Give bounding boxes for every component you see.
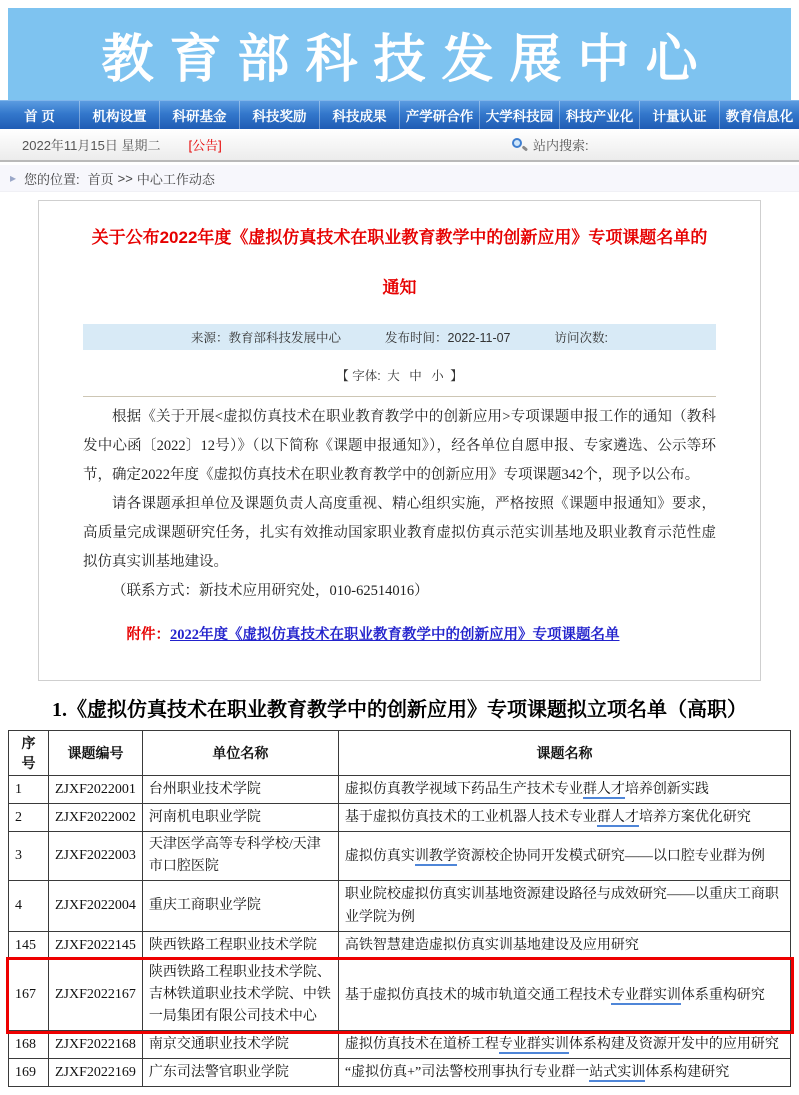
cell-no: 167 xyxy=(9,960,49,1031)
underlined-text: 专业群实训 xyxy=(610,987,681,1003)
cell-unit: 重庆工商职业学院 xyxy=(142,881,338,932)
topics-table-body xyxy=(9,776,791,1087)
attachment-label: 附件： xyxy=(126,627,170,643)
table-row xyxy=(9,804,791,832)
cell-no: 168 xyxy=(9,1031,49,1059)
cell-topic: “虚拟仿真+”司法警校刑事执行专业群一站式实训体系构建研究 xyxy=(338,1059,790,1087)
cell-topic: 基于虚拟仿真技术的工业机器人技术专业群人才培养方案优化研究 xyxy=(338,804,790,832)
font-selector-prefix: 【 字体: xyxy=(336,369,381,383)
meta-visits: 访问次数: xyxy=(554,331,608,345)
article-container xyxy=(38,200,761,681)
column-header: 单位名称 xyxy=(142,731,338,776)
cell-code: ZJXF2022003 xyxy=(49,832,143,881)
table-row xyxy=(9,881,791,932)
cell-topic: 基于虚拟仿真技术的城市轨道交通工程技术专业群实训体系重构研究 xyxy=(338,960,790,1031)
search-icon[interactable] xyxy=(512,137,528,153)
notice-link[interactable]: [公告] xyxy=(188,138,222,153)
underlined-text: 群人才 xyxy=(582,782,625,797)
font-size-large-button[interactable]: 大 xyxy=(387,369,400,383)
article-paragraph: 请各课题承担单位及课题负责人高度重视、精心组织实施，严格按照《课题申报通知》要求，高质量完成课题研究任务，扎实有效推动国家职业教育虚拟仿真示范实训基地及职业教育示范性虚拟仿真实训基地建设。 xyxy=(83,496,716,570)
topics-table xyxy=(8,730,791,1087)
column-header: 课题编号 xyxy=(49,731,143,776)
breadcrumb-home-link[interactable]: 首页 xyxy=(87,171,114,187)
table-row xyxy=(9,776,791,804)
cell-no: 3 xyxy=(9,832,49,881)
table-row xyxy=(9,832,791,881)
topics-table-header-row xyxy=(9,731,791,776)
nav-item-1[interactable]: 机构设置 xyxy=(79,101,159,129)
cell-no: 1 xyxy=(9,776,49,804)
cell-unit: 陕西铁路工程职业技术学院、吉林铁道职业技术学院、中铁一局集团有限公司技术中心 xyxy=(142,960,338,1031)
underlined-text: 站式实训 xyxy=(589,1065,646,1080)
font-selector-suffix: 】 xyxy=(450,369,463,383)
nav-item-3[interactable]: 科技奖励 xyxy=(239,101,319,129)
cell-unit: 广东司法警官职业学院 xyxy=(142,1059,338,1087)
cell-topic: 虚拟仿真实训教学资源校企协同开发模式研究——以口腔专业群为例 xyxy=(338,832,790,881)
cell-code: ZJXF2022004 xyxy=(49,881,143,932)
table-row xyxy=(9,1031,791,1059)
article-meta-bar xyxy=(83,324,716,350)
underlined-text: 专业群实训 xyxy=(498,1037,569,1052)
breadcrumb-arrow-icon: ▸ xyxy=(10,171,17,185)
current-date: 2022年11月15日 星期二 xyxy=(22,138,161,153)
breadcrumb-prefix: 您的位置: xyxy=(24,171,80,187)
cell-topic: 虚拟仿真技术在道桥工程专业群实训体系构建及资源开发中的应用研究 xyxy=(338,1031,790,1059)
cell-unit: 陕西铁路工程职业技术学院 xyxy=(142,932,338,960)
article-divider xyxy=(83,396,716,397)
font-size-medium-button[interactable]: 中 xyxy=(409,369,422,383)
font-size-selector xyxy=(83,366,716,384)
breadcrumb-current[interactable]: 中心工作动态 xyxy=(136,171,215,187)
search-label: 站内搜索: xyxy=(533,138,589,153)
table-title: 1.《虚拟仿真技术在职业教育教学中的创新应用》专项课题拟立项名单（高职） xyxy=(52,699,747,721)
table-row-highlighted xyxy=(9,960,791,1031)
nav-item-5[interactable]: 产学研合作 xyxy=(399,101,479,129)
cell-topic: 高铁智慧建造虚拟仿真实训基地建设及应用研究 xyxy=(338,932,790,960)
cell-unit: 天津医学高等专科学校/天津市口腔医院 xyxy=(142,832,338,881)
cell-no: 4 xyxy=(9,881,49,932)
table-row xyxy=(9,932,791,960)
cell-unit: 河南机电职业学院 xyxy=(142,804,338,832)
nav-item-7[interactable]: 科技产业化 xyxy=(559,101,639,129)
article-paragraph: 根据《关于开展<虚拟仿真技术在职业教育教学中的创新应用>专项课题申报工作的通知（教科发中心函〔2022〕12号）》（以下简称《课题申报通知》），经各单位自愿申报、专家遴选、公示等环节，确定2022年度《虚拟仿真技术在职业教育教学中的创新应用》专项课题342个，现予以公布。 xyxy=(83,409,716,483)
cell-no: 169 xyxy=(9,1059,49,1087)
cell-code: ZJXF2022002 xyxy=(49,804,143,832)
meta-publish-time: 发布时间：2022-11-07 xyxy=(385,331,511,345)
cell-topic: 虚拟仿真教学视域下药品生产技术专业群人才培养创新实践 xyxy=(338,776,790,804)
article-title-line1: 关于公布2022年度《虚拟仿真技术在职业教育教学中的创新应用》专项课题名单的 xyxy=(91,228,708,247)
table-row xyxy=(9,1059,791,1087)
cell-code: ZJXF2022001 xyxy=(49,776,143,804)
attachment-line xyxy=(127,622,717,648)
nav-item-2[interactable]: 科研基金 xyxy=(159,101,239,129)
main-nav xyxy=(0,100,799,129)
nav-item-4[interactable]: 科技成果 xyxy=(319,101,399,129)
cell-no: 145 xyxy=(9,932,49,960)
underlined-text: 训教学 xyxy=(414,848,457,864)
site-title: 教育部科技发展中心 xyxy=(101,31,714,89)
article-title-line2: 通知 xyxy=(382,277,417,297)
attachment-link[interactable]: 2022年度《虚拟仿真技术在职业教育教学中的创新应用》专项课题名单 xyxy=(170,627,620,643)
cell-code: ZJXF2022167 xyxy=(49,960,143,1031)
cell-topic: 职业院校虚拟仿真实训基地资源建设路径与成效研究——以重庆工商职业学院为例 xyxy=(338,881,790,932)
nav-item-9[interactable]: 教育信息化 xyxy=(719,101,799,129)
cell-unit: 南京交通职业技术学院 xyxy=(142,1031,338,1059)
site-banner xyxy=(8,8,791,100)
cell-code: ZJXF2022168 xyxy=(49,1031,143,1059)
site-search[interactable] xyxy=(512,135,589,154)
breadcrumb-separator: >> xyxy=(117,170,133,186)
meta-source: 来源：教育部科技发展中心 xyxy=(190,331,341,345)
nav-item-0[interactable]: 首 页 xyxy=(24,109,55,124)
font-size-small-button[interactable]: 小 xyxy=(431,369,444,383)
column-header: 序号 xyxy=(9,731,49,776)
cell-code: ZJXF2022169 xyxy=(49,1059,143,1087)
breadcrumb xyxy=(0,165,799,192)
article-paragraph: （联系方式：新技术应用研究处，010-62514016） xyxy=(112,583,429,599)
column-header: 课题名称 xyxy=(338,731,790,776)
nav-item-6[interactable]: 大学科技园 xyxy=(479,101,559,129)
article-body xyxy=(83,403,716,606)
cell-code: ZJXF2022145 xyxy=(49,932,143,960)
cell-no: 2 xyxy=(9,804,49,832)
nav-item-8[interactable]: 计量认证 xyxy=(639,101,719,129)
underlined-text: 群人才 xyxy=(596,810,639,825)
cell-unit: 台州职业技术学院 xyxy=(142,776,338,804)
status-bar xyxy=(0,129,799,162)
